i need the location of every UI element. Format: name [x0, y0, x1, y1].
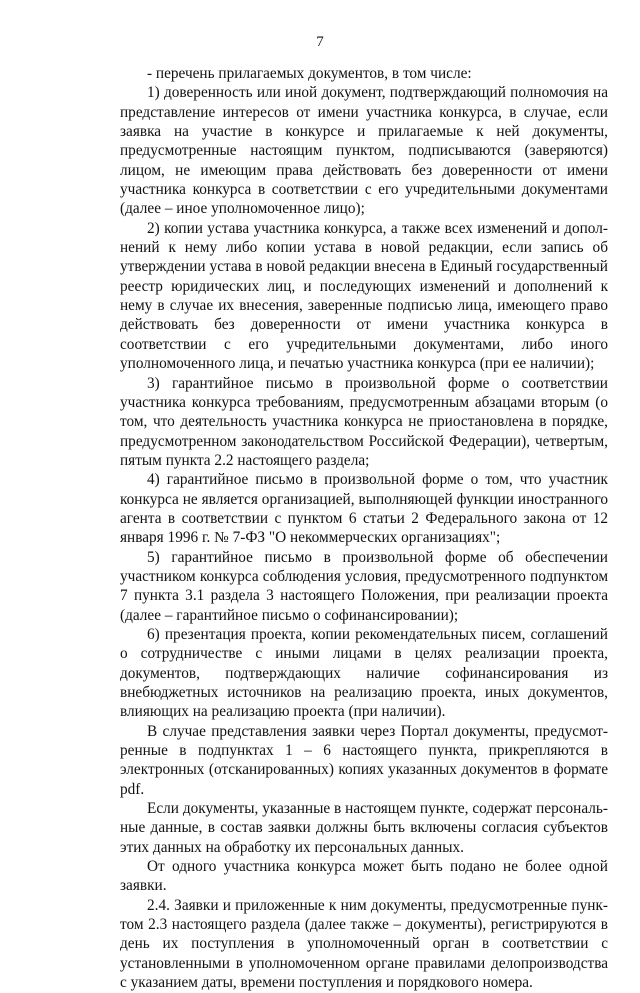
paragraph-item-1-power-of-attorney: 1) доверенность или иной документ, подтверждающий полномочия на представление интересов от имени участника конкурса, в случае, если заявка на участие в конкурсе и прилагаемые к ней документы, предусмотренные настоящим пунктом, подписываются (заверяются) лицом, не имеющим права действовать без доверенности от имени участника конкурса в соответствии с его учредительными документами (далее – иное уполномоченное лицо); — [120, 84, 608, 218]
paragraph-section-2-4: 2.4. Заявки и приложенные к ним документы, предусмотренные пунктом 2.3 настоящего раздела (далее также – документы), регистрируются в день их поступления в уполномоченный орган в соответствии с установленными в уполномоченном органе правилами делопроизводства с указанием даты, времени поступления и порядкового номера. — [120, 896, 608, 992]
paragraph-item-3-guarantee-letter: 3) гарантийное письмо в произвольной форме о соответствии участника конкурса требованиям, предусмотренным абзацами вторым (о том, что деятельность участника конкурса не приостановлена в порядке, предусмотренном законодательством Российской Федерации), четвертым, пятым пункта 2.2 настоящего раздела; — [120, 374, 608, 469]
paragraph-portal-submission: В случае представления заявки через Портал документы, предусмотренные в подпунктах 1 – 6 настоящего пункта, прикрепляются в электронных (отсканированных) копиях указанных документов в формате pdf. — [120, 722, 608, 798]
paragraph-item-2-charter-copies: 2) копии устава участника конкурса, а также всех изменений и дополнений к нему либо копии устава в новой редакции, если запись об утверждении устава в новой редакции внесена в Единый государственный реестр юридических лиц, и последующих изменений и дополнений к нему в случае их внесения, заверенные подписью лица, имеющего право действовать без доверенности от имени участника конкурса в соответствии с его учредительными документами, либо иного уполномоченного лица, и печатью участника конкурса (при ее наличии); — [120, 219, 608, 373]
document-body — [120, 64, 608, 993]
paragraph-documents-list-intro: - перечень прилагаемых документов, в том числе: — [147, 65, 472, 82]
page-number: 7 — [316, 34, 324, 50]
paragraph-one-application-limit: От одного участника конкурса может быть подано не более одной заявки. — [120, 858, 608, 895]
paragraph-item-6-presentation: 6) презентация проекта, копии рекомендательных писем, соглашений о сотрудничестве с иными лицами в целях реализации проекта, документов, подтверждающих наличие софинансирования из внебюджетных источников на реализацию проекта, иных документов, влияющих на реализацию проекта (при наличии). — [120, 625, 608, 721]
paragraph-item-5-cofinancing-letter: 5) гарантийное письмо в произвольной форме об обеспечении участником конкурса соблюдения условия, предусмотренного подпунктом 7 пункта 3.1 раздела 3 настоящего Положения, при реализации проекта (далее – гарантийное письмо о софинансировании); — [120, 548, 608, 624]
paragraph-item-4-foreign-agent-letter: 4) гарантийное письмо в произвольной форме о том, что участник конкурса не является организацией, выполняющей функции иностранного агента в соответствии с пунктом 6 статьи 2 Федерального закона от 12 января 1996 г. № 7-ФЗ "О некоммерческих организациях"; — [120, 471, 608, 547]
paragraph-personal-data: Если документы, указанные в настоящем пункте, содержат персональные данные, в состав заявки должны быть включены согласия субъектов этих данных на обработку их персональных данных. — [120, 800, 608, 856]
